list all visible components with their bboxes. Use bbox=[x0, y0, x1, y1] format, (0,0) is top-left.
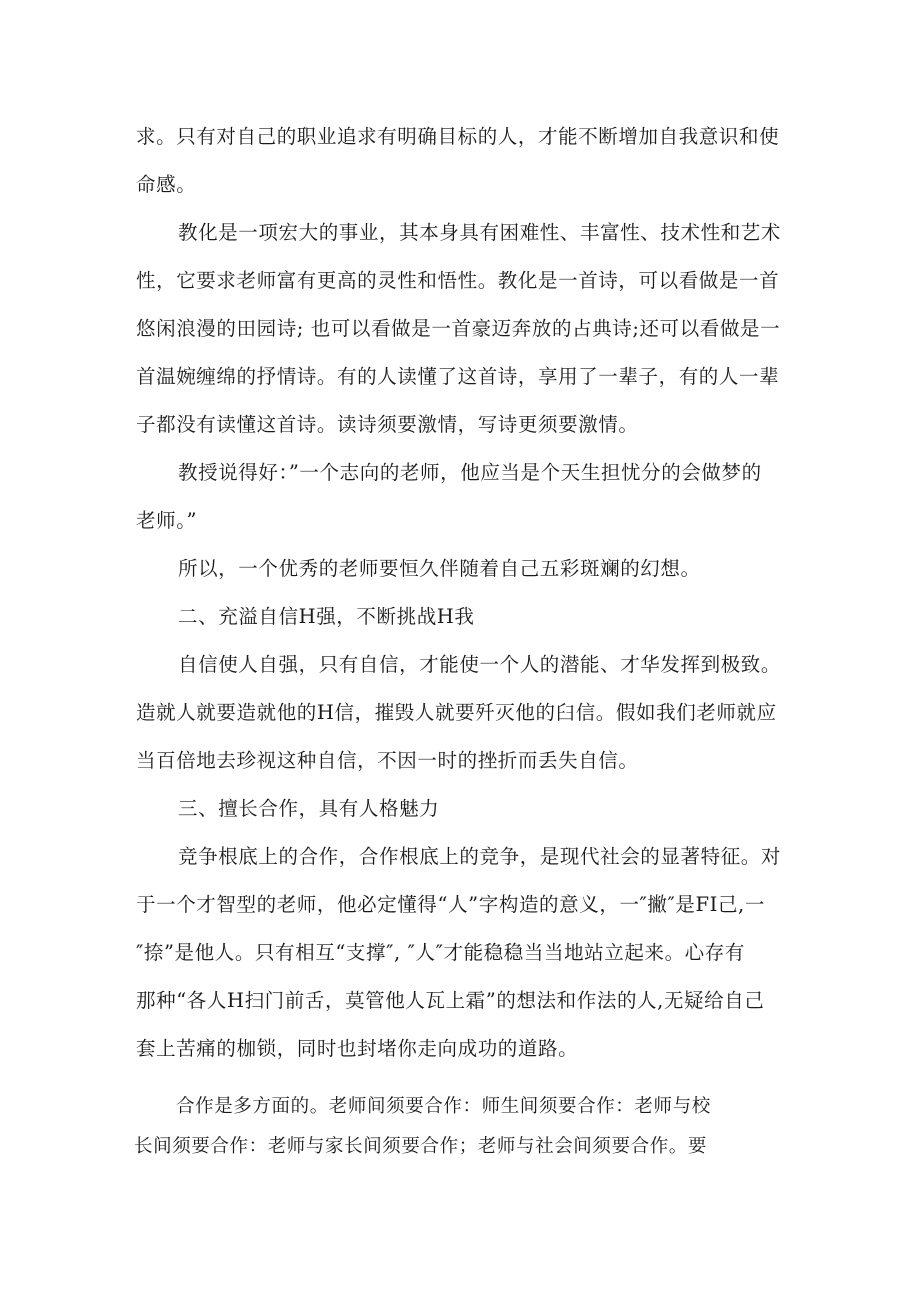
section-heading: 二、充溢自信H强，不断挑战H我 bbox=[178, 605, 475, 628]
text-line: 长间须要合作：老师与家长间须要合作；老师与社会间须要合作。要 bbox=[134, 1136, 708, 1157]
text-line: 悠闲浪漫的田园诗; 也可以看做是一首豪迈奔放的占典诗;还可以看做是一 bbox=[136, 317, 781, 340]
paragraph-first-line: 教化是一项宏大的事业，其本身具有困难性、丰富性、技术性和艺术 bbox=[178, 221, 782, 244]
text-line: 那种“各人H扫门前舌，莫管他人瓦上霜”的想法和作法的人,无疑给自己 bbox=[136, 989, 765, 1012]
paragraph-first-line: 所以，一个优秀的老师要恒久伴随着自己五彩斑斓的幻想。 bbox=[178, 557, 701, 580]
text-line: 性，它要求老师富有更高的灵性和悟性。教化是一首诗，可以看做是一首 bbox=[136, 269, 780, 292]
text-line: 老师。” bbox=[136, 509, 198, 532]
paragraph-first-line: 合作是多方面的。老师间须要合作：师生间须要合作：老师与校 bbox=[176, 1096, 711, 1117]
text-line: 于一个才智型的老师，他必定懂得“人”字构造的意义，一″撇″是FI己,一 bbox=[136, 893, 765, 916]
section-heading: 三、擅长合作，具有人格魅力 bbox=[178, 797, 440, 820]
text-line: 首温婉缠绵的抒情诗。有的人读懂了这首诗，享用了一辈子，有的人一辈 bbox=[136, 365, 780, 388]
text-line: 求。只有对自己的职业追求有明确目标的人，才能不断增加自我意识和使 bbox=[136, 125, 780, 148]
text-line: 子都没有读懂这首诗。读诗须要激情，写诗更须要激情。 bbox=[136, 413, 639, 436]
paragraph-first-line: 教授说得好：”一个志向的老师，他应当是个天生担忧分的会做梦的 bbox=[178, 461, 762, 484]
text-line: 当百倍地去珍视这种自信，不因一时的挫折而丢失自信。 bbox=[136, 749, 639, 772]
paragraph-first-line: 竞争根底上的合作，合作根底上的竞争，是现代社会的显著特征。对 bbox=[178, 845, 782, 868]
text-line: ″捺”是他人。只有相互“支撑″, ″人″才能稳稳当当地站立起来。心存有 bbox=[136, 941, 745, 964]
text-line: 造就人就要造就他的H信，摧毁人就要歼灭他的臼信。假如我们老师就应 bbox=[136, 701, 777, 724]
paragraph-first-line: 自信使人自强，只有自信，才能使一个人的潜能、才华发挥到极致。 bbox=[178, 653, 782, 676]
text-line: 命感。 bbox=[136, 173, 197, 196]
text-line: 套上苦痛的枷锁，同时也封堵你走向成功的道路。 bbox=[136, 1037, 579, 1060]
